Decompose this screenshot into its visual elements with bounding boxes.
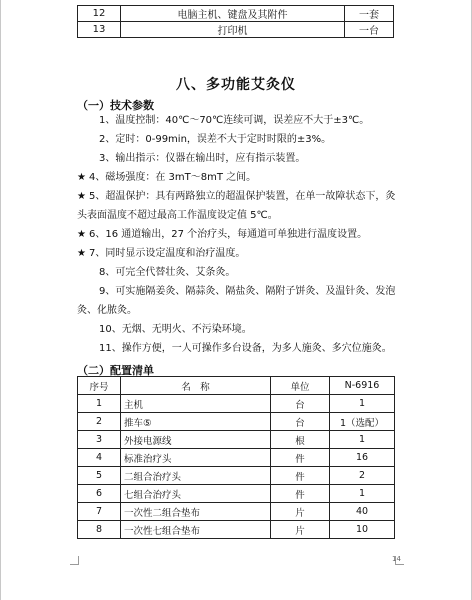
table-row <box>78 503 395 521</box>
item-quantity: 一台 <box>345 22 394 38</box>
param-text: 3、输出指示：仪器在输出时，应有指示装置。 <box>99 153 306 164</box>
param-text: 1、温度控制：40℃～70℃连续可调，误差应不大于±3℃。 <box>99 115 370 126</box>
table-row <box>78 22 394 38</box>
row-unit: 片 <box>271 503 330 521</box>
row-name: 一次性七组合垫布 <box>121 521 271 539</box>
star-icon: ★ <box>77 191 86 202</box>
row-unit: 件 <box>271 485 330 503</box>
star-icon: ★ <box>77 229 86 240</box>
table-row <box>78 521 395 539</box>
row-index: 8 <box>78 521 121 539</box>
section-title: 八、多功能艾灸仪 <box>176 77 296 93</box>
row-index: 3 <box>78 431 121 449</box>
item-name: 电脑主机、键盘及其附件 <box>121 6 345 22</box>
row-name: 一次性二组合垫布 <box>121 503 271 521</box>
param-text: 10、无烟、无明火、不污染环境。 <box>99 324 252 335</box>
row-quantity: 1 <box>330 395 395 413</box>
row-unit: 件 <box>271 467 330 485</box>
row-name: 七组合治疗头 <box>121 485 271 503</box>
item-name: 打印机 <box>121 22 345 38</box>
row-index: 5 <box>78 467 121 485</box>
tech-params-heading: （一）技术参数 <box>77 99 154 112</box>
row-index: 4 <box>78 449 121 467</box>
row-unit: 件 <box>271 449 330 467</box>
margin-corner-mark <box>70 556 79 565</box>
param-text: 9、可实施隔姜灸、隔蒜灸、隔盐灸、隔附子饼灸、及温针灸、发泡灸、化脓灸。 <box>77 286 396 316</box>
row-unit: 台 <box>271 395 330 413</box>
param-text: 8、可完全代替壮灸、艾条灸。 <box>99 267 236 278</box>
row-index: 1 <box>78 395 121 413</box>
table-row <box>78 449 395 467</box>
table-row <box>78 6 394 22</box>
table-row <box>78 395 395 413</box>
param-1 <box>77 111 402 130</box>
param-4 <box>77 168 402 187</box>
row-name: 标准治疗头 <box>121 449 271 467</box>
table-row <box>78 431 395 449</box>
row-quantity: 10 <box>330 521 395 539</box>
param-7 <box>77 244 402 263</box>
table-row <box>78 485 395 503</box>
param-text: 2、定时：0-99min，误差不大于定时时限的±3%。 <box>99 134 332 145</box>
table-row <box>78 467 395 485</box>
page-number: 14 <box>392 555 401 563</box>
header-unit: 单位 <box>271 377 330 395</box>
config-table <box>77 376 395 539</box>
row-unit: 台 <box>271 413 330 431</box>
row-name: 主机 <box>121 395 271 413</box>
param-10 <box>77 320 402 339</box>
param-text: 7、同时显示设定温度和治疗温度。 <box>89 248 246 259</box>
row-index: 7 <box>78 503 121 521</box>
param-text: 4、磁场强度：在 3mT～8mT 之间。 <box>89 172 257 183</box>
param-text: 6、16 通道输出，27 个治疗头，每通道可单独进行温度设置。 <box>89 229 368 240</box>
header-model: N-6916 <box>330 377 395 395</box>
row-quantity: 40 <box>330 503 395 521</box>
row-quantity: 16 <box>330 449 395 467</box>
row-name: 外接电源线 <box>121 431 271 449</box>
param-text: 5、超温保护：具有两路独立的超温保护装置，在单一故障状态下，灸头表面温度不超过最高工作温度设定值 5℃。 <box>77 191 396 221</box>
param-8 <box>77 263 402 282</box>
item-quantity: 一套 <box>345 6 394 22</box>
row-quantity: 1 <box>330 485 395 503</box>
param-5 <box>77 187 402 225</box>
star-icon: ★ <box>77 248 86 259</box>
param-3 <box>77 149 402 168</box>
row-name: 推车⑤ <box>121 413 271 431</box>
param-text: 11、操作方便，一人可操作多台设备，为多人施灸、多穴位施灸。 <box>99 343 392 354</box>
param-9 <box>77 282 402 320</box>
row-number: 12 <box>78 6 121 22</box>
param-6 <box>77 225 402 244</box>
row-quantity: 1（选配） <box>330 413 395 431</box>
row-index: 2 <box>78 413 121 431</box>
previous-equipment-table <box>77 5 394 38</box>
row-number: 13 <box>78 22 121 38</box>
table-header-row <box>78 377 395 395</box>
header-name: 名 称 <box>121 377 271 395</box>
param-2 <box>77 130 402 149</box>
row-name: 二组合治疗头 <box>121 467 271 485</box>
row-quantity: 2 <box>330 467 395 485</box>
table-row <box>78 413 395 431</box>
row-unit: 根 <box>271 431 330 449</box>
row-index: 6 <box>78 485 121 503</box>
config-list-heading: （二）配置清单 <box>77 364 154 377</box>
header-index: 序号 <box>78 377 121 395</box>
star-icon: ★ <box>77 172 86 183</box>
row-unit: 片 <box>271 521 330 539</box>
row-quantity: 1 <box>330 431 395 449</box>
param-11 <box>77 339 402 358</box>
